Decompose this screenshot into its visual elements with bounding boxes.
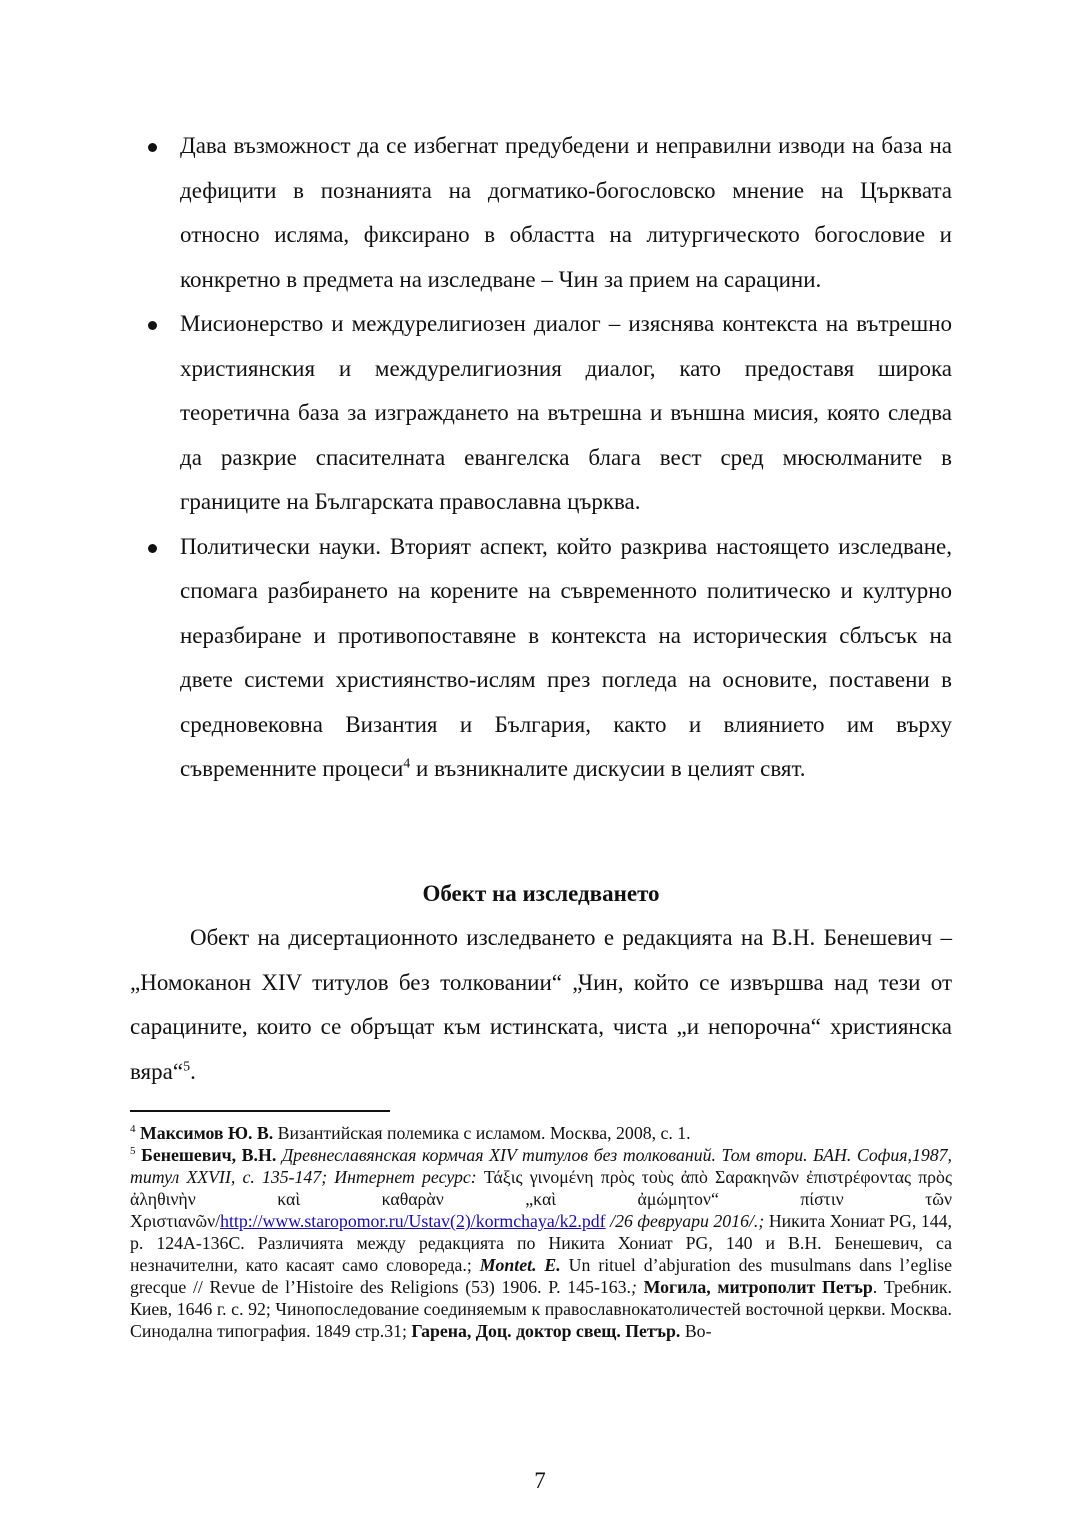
footnote-5-text-2: Никита Хониат PG, 144, p. 124A-136C. Различията между редакцията по Никита Хониат PG, 140 и В.Н. Бенешевич, са незначителни, като касаят само словореда.; — [130, 1211, 952, 1275]
bullet-item-3 — [130, 525, 952, 792]
footnote-5-author-3: Могила, митрополит Петър — [636, 1277, 873, 1297]
footnote-5 — [130, 1144, 952, 1342]
footnote-5-italic-2: /26 февруари 2016/.; — [605, 1211, 765, 1231]
footnote-4-author: Максимов Ю. В. — [139, 1123, 274, 1143]
bullet-item-2 — [130, 302, 952, 525]
section-heading: Обект на изследването — [422, 881, 660, 906]
bullet-list — [130, 124, 952, 792]
footnote-separator — [130, 1110, 390, 1112]
footnote-5-author: Бенешевич, В.Н. — [141, 1145, 277, 1165]
footnote-5-link[interactable]: http://www.staropomor.ru/Ustav(2)/kormchaya/k2.pdf — [220, 1211, 606, 1231]
bullet-text-3a: Политически науки. Вторият аспект, който разкрива настоящето изследване, спомага разбирането на корените на съвременното политическо и културно неразбиране и противопоставяне в контекста на историческия сблъсък на двете системи християнство-ислям през погледа на основите, поставени в средновековна Византия и България, както и влиянието им върху съвременните процеси — [180, 533, 952, 781]
paragraph-text-b: . — [190, 1058, 196, 1084]
bullet-dot-icon — [148, 321, 157, 330]
bullet-dot-icon — [148, 544, 157, 553]
footnote-5-author-2: Montet. E. — [479, 1255, 561, 1275]
footnote-5-text-5: Во- — [680, 1321, 712, 1341]
bullet-dot-icon — [148, 143, 157, 152]
footnote-ref-4[interactable]: 4 — [403, 756, 411, 772]
object-paragraph — [130, 916, 952, 1094]
footnote-5-author-4: Гарена, Доц. доктор свещ. Петър. — [411, 1321, 681, 1341]
footnote-5-italic-1: Древнеславянская кормчая XIV титулов без толкований. Том втори. БАН. София,1987, титул XXVII, с. 135-147; Интернет ресурс: — [130, 1145, 953, 1187]
footnote-5-text-3: Un rituel d’abjuration des musulmans dans l’eglise grecque // Revue de l’Histoire des Religions (53) 1906. P. 145-163. — [130, 1255, 952, 1297]
bullet-text-3b: и възникналите дискусии в целият свят. — [410, 756, 806, 781]
bullet-item-1 — [130, 124, 952, 302]
footnote-4-text: Византийская полемика с исламом. Москва, 2008, с. 1. — [273, 1123, 691, 1143]
page-number: 7 — [534, 1468, 546, 1493]
footnotes — [130, 1122, 952, 1342]
footnote-number-4: 4 — [130, 1123, 136, 1136]
footnote-5-semicolon: ; — [631, 1277, 637, 1297]
paragraph-text-a: Обект на дисертационното изследването е редакцията на В.Н. Бенешевич – „Номоканон XIV титулов без толковании“ „Чин, който се извършва над тези от сарацините, които се обръщат към истинската, чиста „и непорочна“ християнска вяра“ — [130, 925, 952, 1084]
bullet-text-1: Дава възможност да се избегнат предубедени и неправилни изводи на база на дефицити в познанията на догматико-богословско мнение на Църквата относно исляма, фиксирано в областта на литургическото богословие и конкретно в предмета на изследване – Чин за прием на сарацини. — [180, 133, 952, 292]
footnote-4 — [130, 1122, 952, 1144]
footnote-5-greek: Τάξις γινομένη πρὸς τοὺς ἀπὸ Σαρακηνῶν ἐπιστρέφοντας πρὸς ἀληθινὴν καὶ καθαρὰν „καὶ ἀμώμητον“ πίστιν τῶν Χριστιανῶν/ — [130, 1167, 952, 1231]
footnote-number-5: 5 — [130, 1145, 136, 1158]
footnote-5-text-4: . Требник. Киев, 1646 г. с. 92; Чинопоследование соединяемым к православнокатоличестей восточной церкви. Москва. Синодална типография. 1849 стр.31; — [130, 1277, 952, 1341]
bullet-text-2: Мисионерство и междурелигиозен диалог – изяснява контекста на вътрешно християнския и междурелигиозния диалог, като предоставя широка теоретична база за изграждането на вътрешна и външна мисия, която следва да разкрие спасителната евангелска блага вест сред мюсюлманите в границите на Българската православна църква. — [180, 311, 952, 514]
footnote-ref-5[interactable]: 5 — [183, 1058, 191, 1074]
